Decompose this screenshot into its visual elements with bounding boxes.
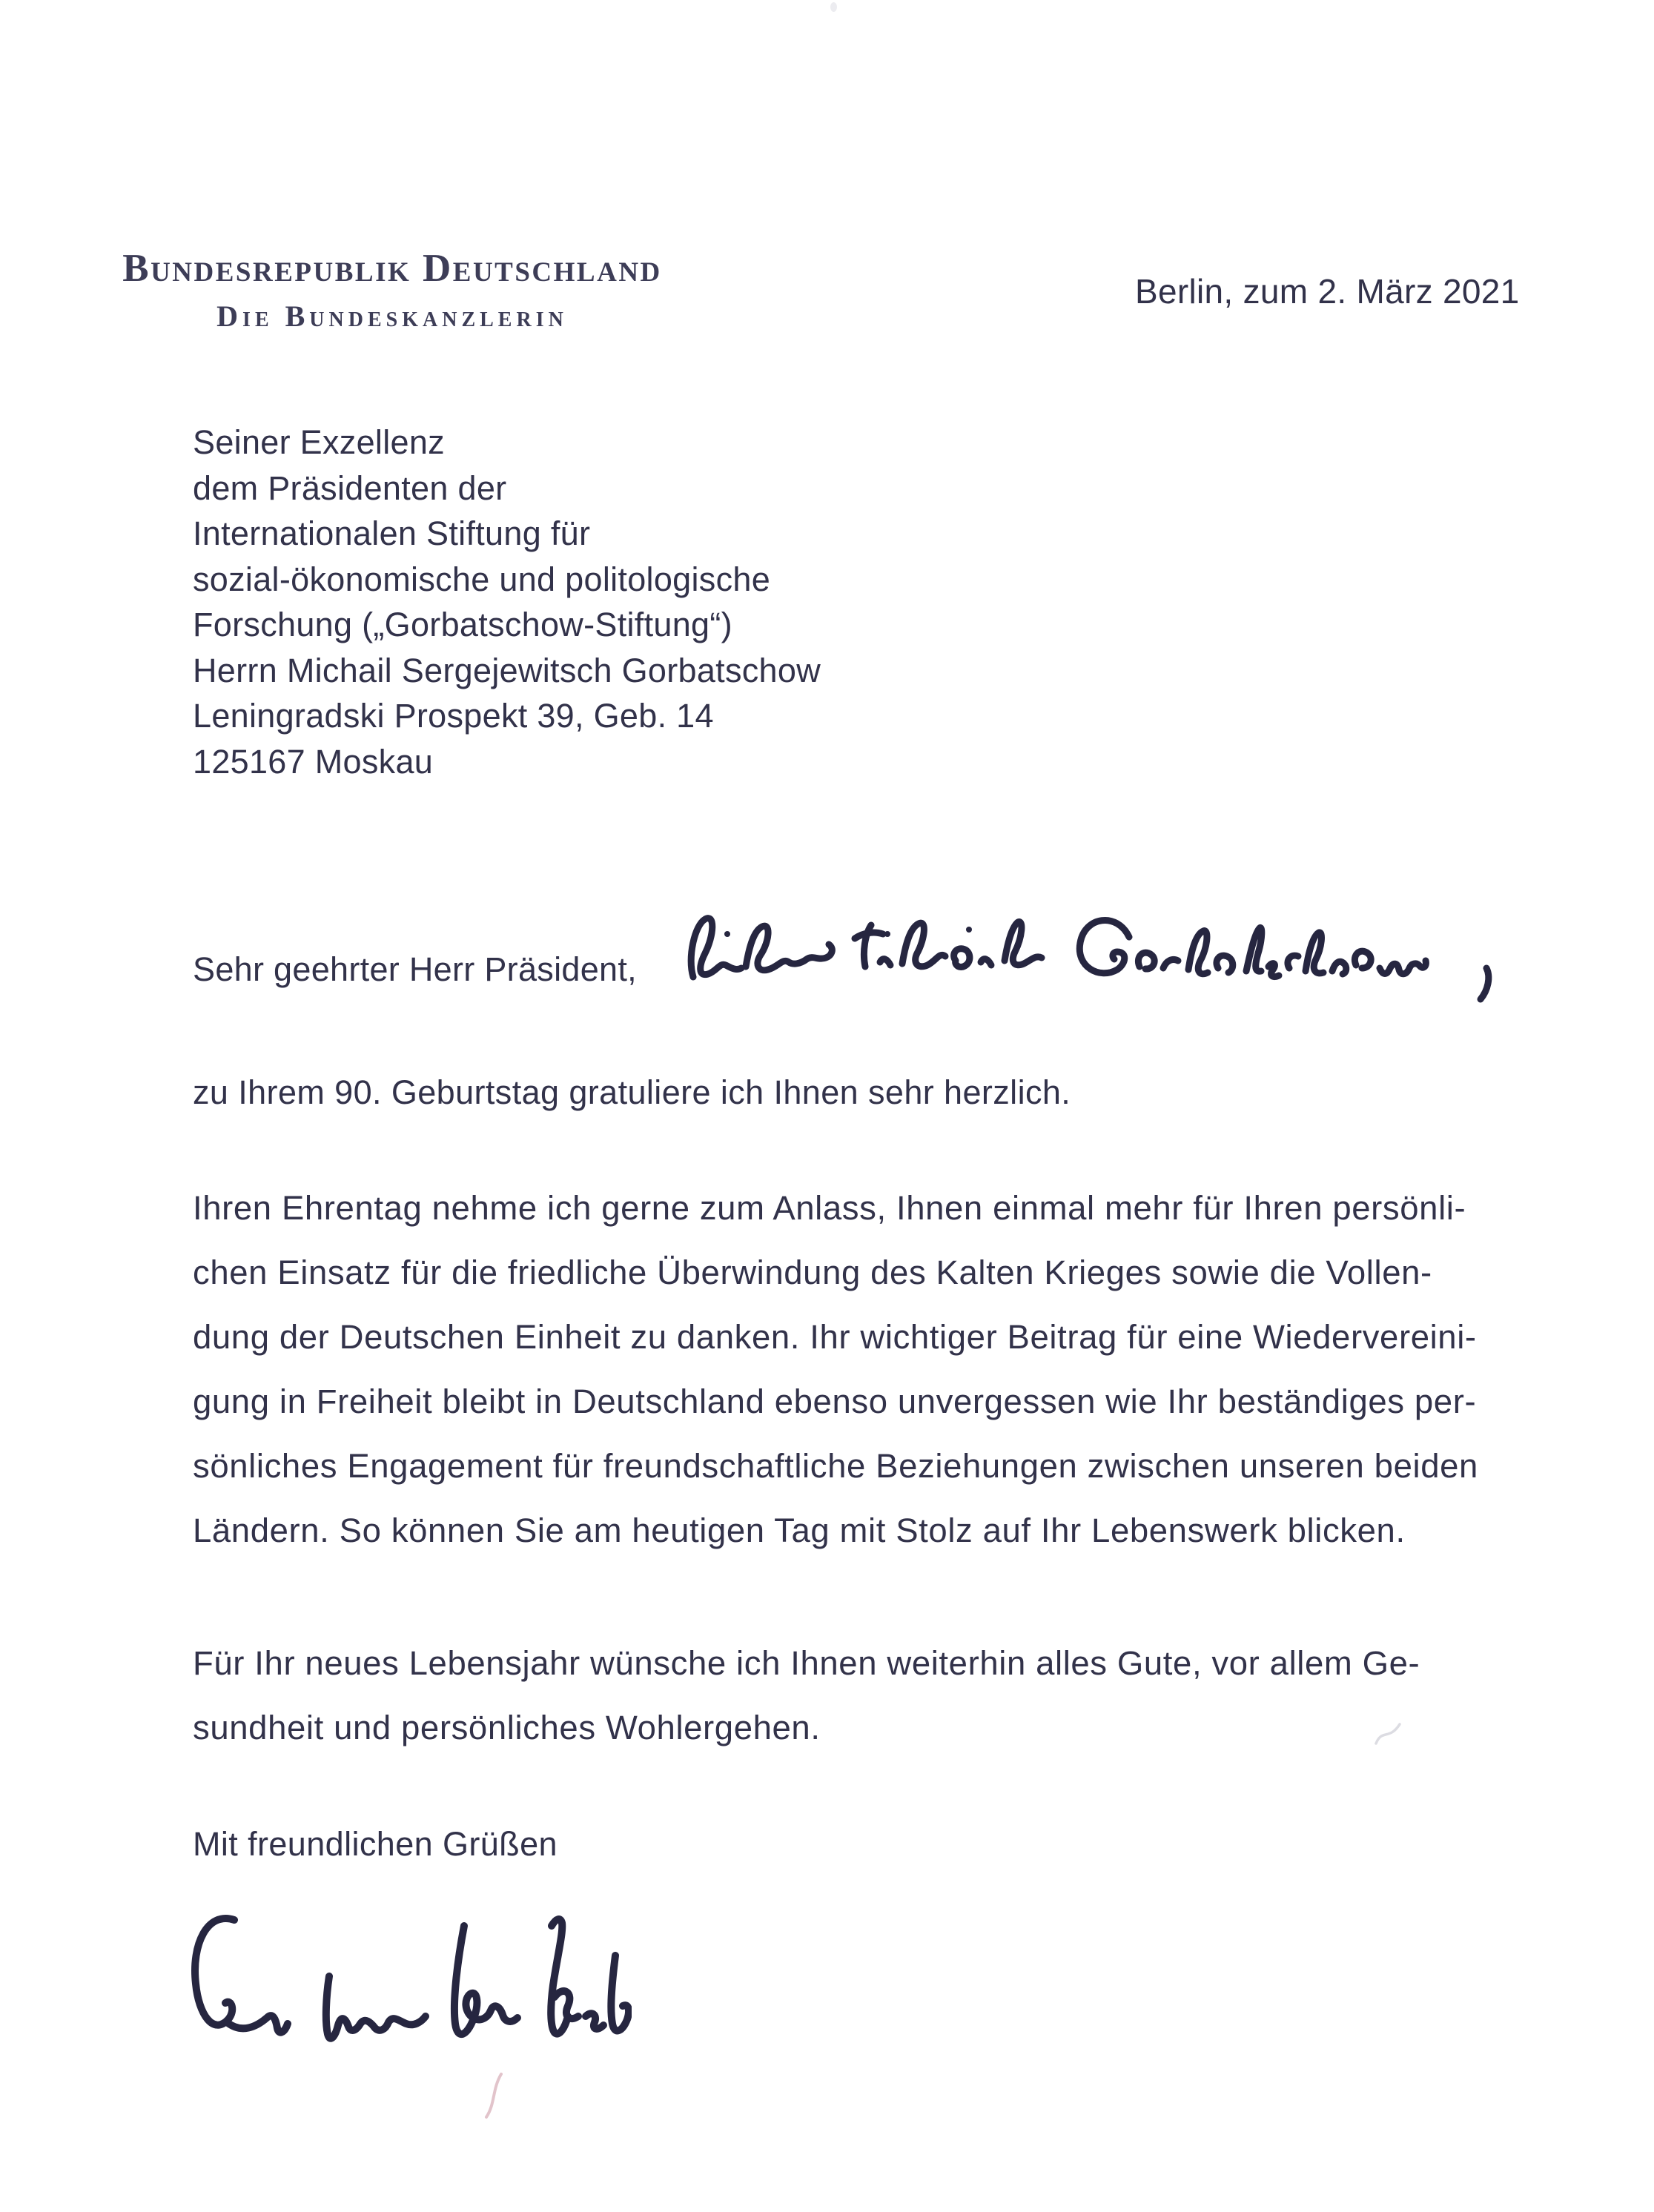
recipient-address	[193, 420, 821, 784]
recipient-line: Internationalen Stiftung für	[193, 514, 591, 552]
body-line: sundheit und persönliches Wohlergehen.	[193, 1709, 821, 1746]
wishes-paragraph	[193, 1631, 1420, 1760]
closing-phrase: Mit freundlichen Grüßen	[193, 1825, 558, 1863]
body-line: sönliches Engagement für freundschaftliche Beziehungen zwischen unseren beiden	[193, 1447, 1478, 1485]
body-line: Ihren Ehrentag nehme ich gerne zum Anlass, Ihnen einmal mehr für Ihren persönli-	[193, 1189, 1466, 1227]
signature-transcription	[0, 0, 1, 1]
body-line: dung der Deutschen Einheit zu danken. Ihr wichtiger Beitrag für eine Wiedervereini-	[193, 1318, 1477, 1356]
main-paragraph	[193, 1176, 1478, 1563]
recipient-line: Leningradski Prospekt 39, Geb. 14	[193, 697, 714, 735]
recipient-line: Seiner Exzellenz	[193, 423, 445, 461]
salutation-typed: Sehr geehrter Herr Präsident,	[193, 950, 637, 988]
body-line: Ländern. So können Sie am heutigen Tag mit Stolz auf Ihr Lebenswerk blicken.	[193, 1511, 1406, 1549]
letterhead	[86, 249, 698, 331]
scan-speck	[830, 2, 837, 12]
recipient-line: 125167 Moskau	[193, 742, 434, 781]
recipient-line: Forschung („Gorbatschow-Stiftung“)	[193, 606, 732, 643]
recipient-line: Herrn Michail Sergejewitsch Gorbatschow	[193, 651, 821, 689]
recipient-line: dem Präsidenten der	[193, 468, 507, 507]
body-line: Für Ihr neues Lebensjahr wünsche ich Ihnen weiterhin alles Gute, vor allem Ge-	[193, 1644, 1420, 1682]
letterhead-office: Die Bundeskanzlerin	[216, 299, 568, 333]
handwritten-greeting-transcription	[0, 0, 1, 1]
date-line: Berlin, zum 2. März 2021	[1135, 272, 1520, 311]
scan-artifact-gray	[1372, 1720, 1404, 1749]
body-line: chen Einsatz für die friedliche Überwindung des Kalten Krieges sowie die Vollen-	[193, 1254, 1432, 1291]
opening-sentence: zu Ihrem 90. Geburtstag gratuliere ich Ihnen sehr herzlich.	[193, 1073, 1071, 1111]
signature-handwriting	[187, 1910, 632, 2065]
handwritten-greeting	[671, 888, 1516, 1018]
body-line: gung in Freiheit bleibt in Deutschland ebenso unvergessen wie Ihr beständiges per-	[193, 1382, 1477, 1420]
letterhead-country: Bundesrepublik Deutschland	[122, 247, 662, 290]
scan-artifact-pink	[480, 2070, 507, 2123]
recipient-line: sozial-ökonomische und politologische	[193, 560, 771, 598]
